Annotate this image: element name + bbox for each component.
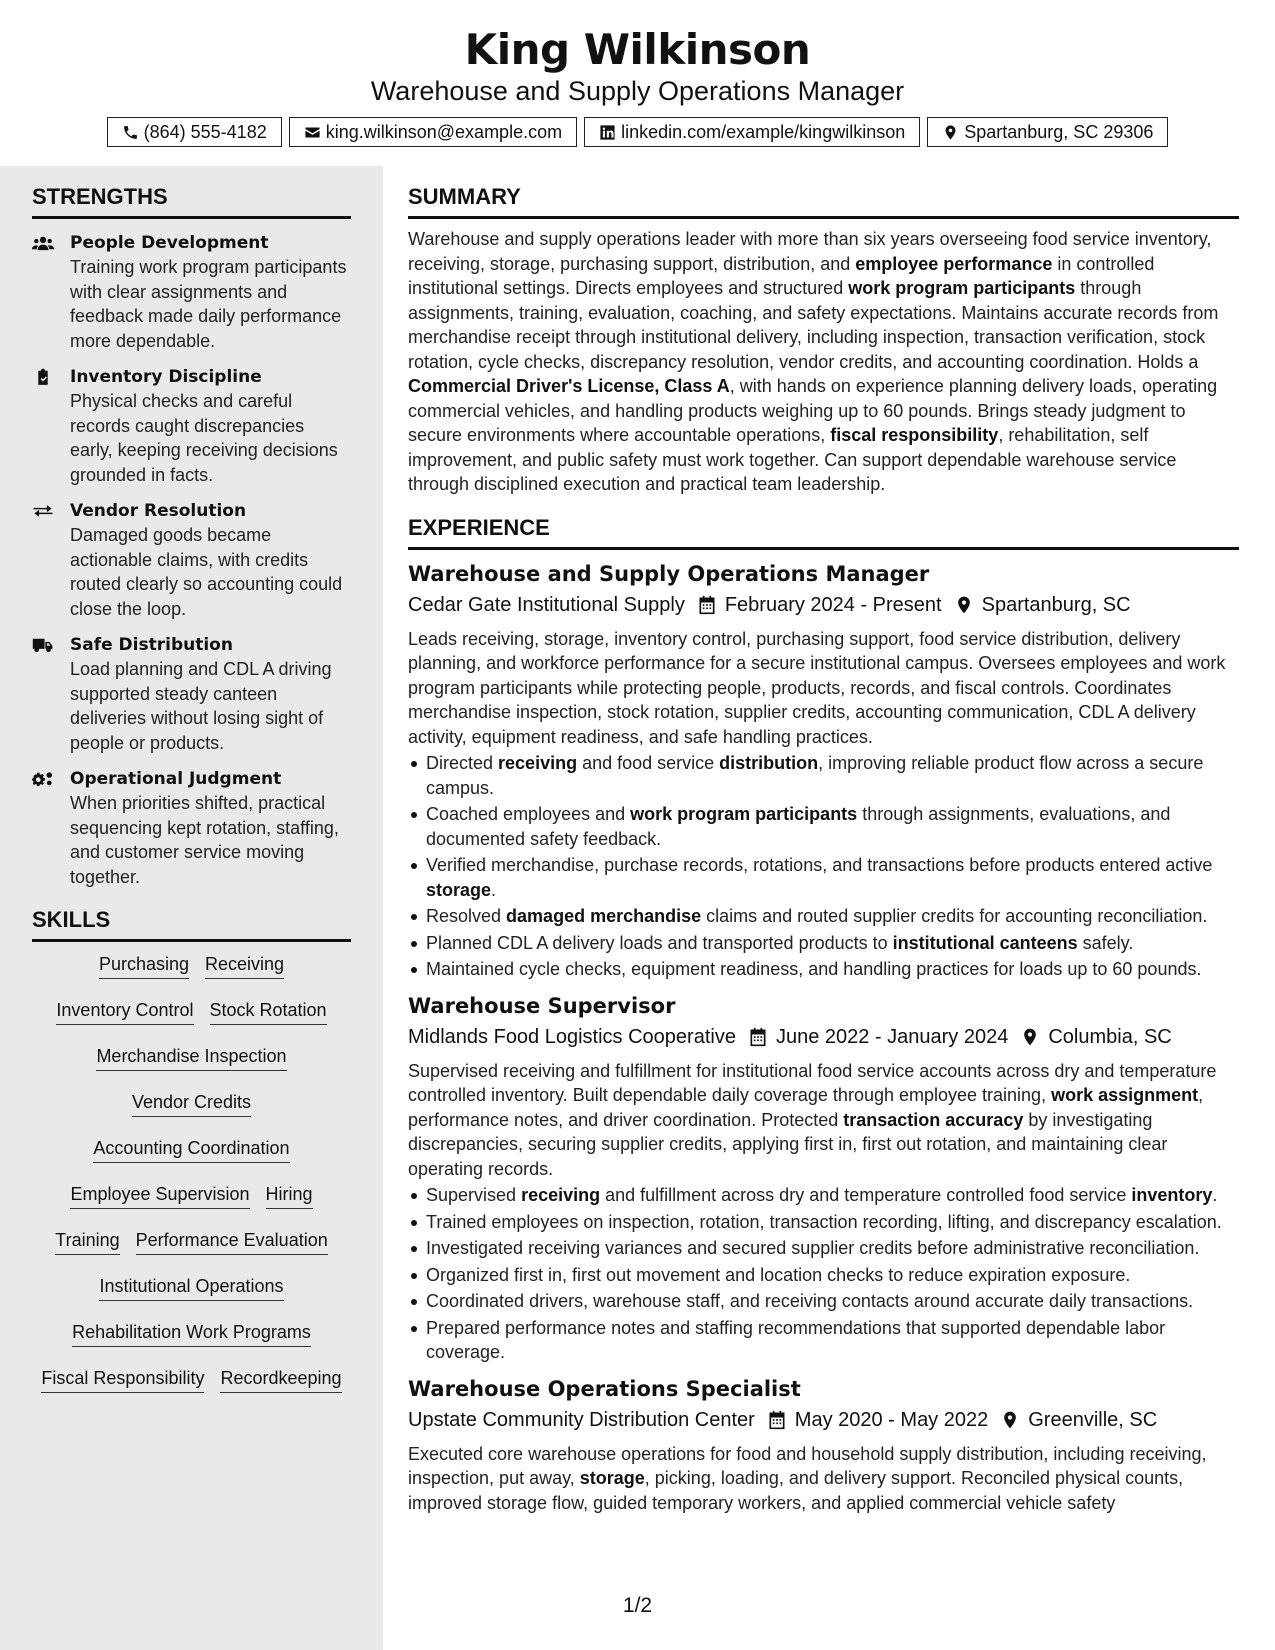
strength-item [32,633,351,755]
emphasis-text: storage [426,879,492,900]
contact-phone[interactable] [107,117,282,147]
job-dates: February 2024 - Present [724,593,942,616]
job-meta [408,1023,1239,1051]
envelope-icon [304,124,321,141]
job-company: Midlands Food Logistics Cooperative [408,1025,736,1048]
strength-name: Safe Distribution [70,635,233,655]
bullet-item: Organized first in, first out movement and location checks to reduce expiration exposure. [408,1263,1239,1288]
emphasis-text: work program participants [630,804,858,824]
skill-tag: Employee Supervision [70,1182,249,1209]
strength-desc: Load planning and CDL A driving supported steady canteen deliveries without losing sight of people or products. [70,659,332,753]
emphasis-text: work assignment [1051,1085,1199,1105]
job-bullets [408,1183,1239,1365]
skills-list [32,952,351,1412]
job-meta [408,591,1239,619]
bullet-item: Prepared performance notes and staffing recommendations that supported dependable labor coverage. [408,1316,1239,1365]
truck-icon [32,636,54,654]
candidate-title: Warehouse and Supply Operations Manager [370,76,905,106]
contact-location [927,117,1168,147]
skill-tag: Inventory Control [56,998,193,1025]
job-meta [408,1406,1239,1434]
job-dates: June 2022 - January 2024 [775,1025,1009,1048]
emphasis-text: Commercial Driver's License, Class A [408,376,730,396]
bullet-item: Supervised receiving and fulfillment across dry and temperature controlled food service inventory. [408,1183,1239,1208]
job-bullets [408,751,1239,982]
email-text: king.wilkinson@example.com [325,121,563,142]
skill-tag: Fiscal Responsibility [41,1366,204,1393]
users-icon [32,234,54,252]
emphasis-text: employee performance [855,253,1053,274]
skill-tag: Vendor Credits [132,1090,251,1117]
skill-tag: Purchasing [99,952,189,979]
strength-item [32,365,351,487]
emphasis-text: institutional canteens [892,932,1078,953]
gears-icon [32,770,54,788]
skill-tag: Performance Evaluation [136,1228,328,1255]
emphasis-text: damaged merchandise [506,906,702,926]
main-content [408,166,1239,1515]
strength-desc: Physical checks and careful records caught discrepancies early, keeping receiving decisions grounded in facts. [70,391,338,485]
skill-tag: Receiving [205,952,284,979]
resume-header [0,0,1275,147]
job-dates: May 2020 - May 2022 [794,1408,989,1431]
emphasis-text: fiscal responsibility [830,425,999,445]
skill-tag: Training [55,1228,119,1255]
skill-tag: Institutional Operations [99,1274,283,1301]
linkedin-icon [599,124,616,141]
strength-item [32,231,351,353]
summary-heading: SUMMARY [408,184,1239,219]
job-entry [408,1375,1239,1516]
strengths-heading: STRENGTHS [32,184,351,219]
phone-icon [122,124,139,141]
job-company: Cedar Gate Institutional Supply [408,593,685,616]
page-number: 1/2 [622,1594,653,1617]
candidate-name: King Wilkinson [464,25,811,74]
emphasis-text: inventory [1131,1185,1213,1205]
job-location: Greenville, SC [1028,1408,1158,1431]
job-location: Columbia, SC [1048,1025,1172,1048]
skills-heading: SKILLS [32,907,351,942]
strength-item [32,767,351,889]
bullet-item: Planned CDL A delivery loads and transported products to institutional canteens safely. [408,931,1239,956]
strength-desc: Damaged goods became actionable claims, with credits routed clearly so accounting could close the loop. [70,525,343,619]
job-title: Warehouse and Supply Operations Manager [408,561,930,586]
emphasis-text: transaction accuracy [843,1109,1024,1130]
bullet-item: Investigated receiving variances and secured supplier credits before administrative reconciliation. [408,1236,1239,1261]
strength-name: Operational Judgment [70,769,282,789]
exchange-arrows-icon [32,502,54,520]
skill-tag: Rehabilitation Work Programs [72,1320,311,1347]
contact-linkedin[interactable] [584,117,920,147]
bullet-item: Directed receiving and food service distribution, improving reliable product flow across a secure campus. [408,751,1239,800]
job-title: Warehouse Operations Specialist [408,1376,801,1401]
calendar-icon [697,595,717,615]
map-pin-icon [942,124,959,141]
bullet-item: Coached employees and work program participants through assignments, evaluations, and documented safety feedback. [408,802,1239,851]
emphasis-text: distribution [719,753,819,773]
strength-desc: Training work program participants with clear assignments and feedback made daily performance more dependable. [70,257,347,351]
strength-item [32,499,351,621]
calendar-icon [767,1410,787,1430]
job-entry [408,560,1239,982]
strength-name: People Development [70,233,269,253]
job-company: Upstate Community Distribution Center [408,1408,755,1431]
map-pin-icon [1000,1410,1020,1430]
skill-tag: Accounting Coordination [93,1136,289,1163]
location-text: Spartanburg, SC 29306 [964,121,1154,142]
experience-heading: EXPERIENCE [408,515,1239,550]
emphasis-text: work program participants [848,278,1076,298]
contact-email[interactable] [289,117,577,147]
job-title: Warehouse Supervisor [408,993,676,1018]
calendar-icon [748,1027,768,1047]
map-pin-icon [954,595,974,615]
strength-name: Inventory Discipline [70,367,262,387]
map-pin-icon [1020,1027,1040,1047]
emphasis-text: storage [579,1468,645,1488]
job-entry [408,992,1239,1365]
job-description: Leads receiving, storage, inventory control, purchasing support, food service distribution, delivery planning, and workforce performance for a secure institutional campus. Oversees employees and work program participants while protecting people, products, records, and fiscal controls. Coordinates merchandise inspection, stock rotation, supplier credits, accounting communication, CDL A delivery activity, equipment readiness, and safe handling practices. [408,628,1226,747]
bullet-item: Resolved damaged merchandise claims and routed supplier credits for accounting reconciliation. [408,904,1239,929]
strength-name: Vendor Resolution [70,501,247,521]
strength-desc: When priorities shifted, practical sequencing kept rotation, staffing, and customer service moving together. [70,793,339,887]
clipboard-check-icon [32,368,54,386]
job-description: Supervised receiving and fulfillment for institutional food service accounts across dry and temperature controlled inventory. Built dependable daily coverage through employee training, work assignment, performance notes, and driver coordination. Protected transaction accuracy by investigating discrepancies, securing supplier credits, applying first in, first out rotation, and maintaining clear operating records. [408,1060,1217,1179]
phone-text: (864) 555-4182 [143,121,267,142]
skill-tag: Stock Rotation [210,998,327,1025]
bullet-item: Coordinated drivers, warehouse staff, and receiving contacts around accurate daily transactions. [408,1289,1239,1314]
job-location: Spartanburg, SC [981,593,1131,616]
skill-tag: Recordkeeping [220,1366,341,1393]
skill-tag: Hiring [266,1182,313,1209]
emphasis-text: receiving [521,1185,601,1205]
summary-text: Warehouse and supply operations leader with more than six years overseeing food service inventory, receiving, storage, purchasing support, distribution, and employee performance in controlled institutional settings. Directs employees and structured work program participants through assignments, training, evaluation, coaching, and safety expectations. Maintains accurate records from merchandise receipt through institutional delivery, including inspection, transaction verification, stock rotation, cycle checks, discrepancy resolution, vendor credits, and accounting coordination. Holds a Commercial Driver's License, Class A, with hands on experience planning delivery loads, operating commercial vehicles, and handling products weighing up to 60 pounds. Brings steady judgment to secure environments where accountable operations, fiscal responsibility, rehabilitation, self improvement, and public safety must work together. Can support dependable warehouse service through disciplined execution and practical team leadership. [408,229,1219,494]
bullet-item: Trained employees on inspection, rotation, transaction recording, lifting, and discrepancy escalation. [408,1210,1239,1235]
strengths-list [32,231,351,889]
sidebar [32,166,351,1412]
linkedin-text: linkedin.com/example/kingwilkinson [621,121,906,142]
bullet-item: Maintained cycle checks, equipment readiness, and handling practices for loads up to 60 pounds. [408,957,1239,982]
emphasis-text: receiving [498,753,578,773]
contact-bar [0,117,1275,147]
skill-tag: Merchandise Inspection [96,1044,286,1071]
job-description: Executed core warehouse operations for food and household supply distribution, including receiving, inspection, put away, storage, picking, loading, and delivery support. Reconciled physical counts, improved storage flow, guided temporary workers, and applied commercial vehicle safety [408,1443,1207,1513]
bullet-item: Verified merchandise, purchase records, rotations, and transactions before products entered active storage. [408,853,1239,902]
